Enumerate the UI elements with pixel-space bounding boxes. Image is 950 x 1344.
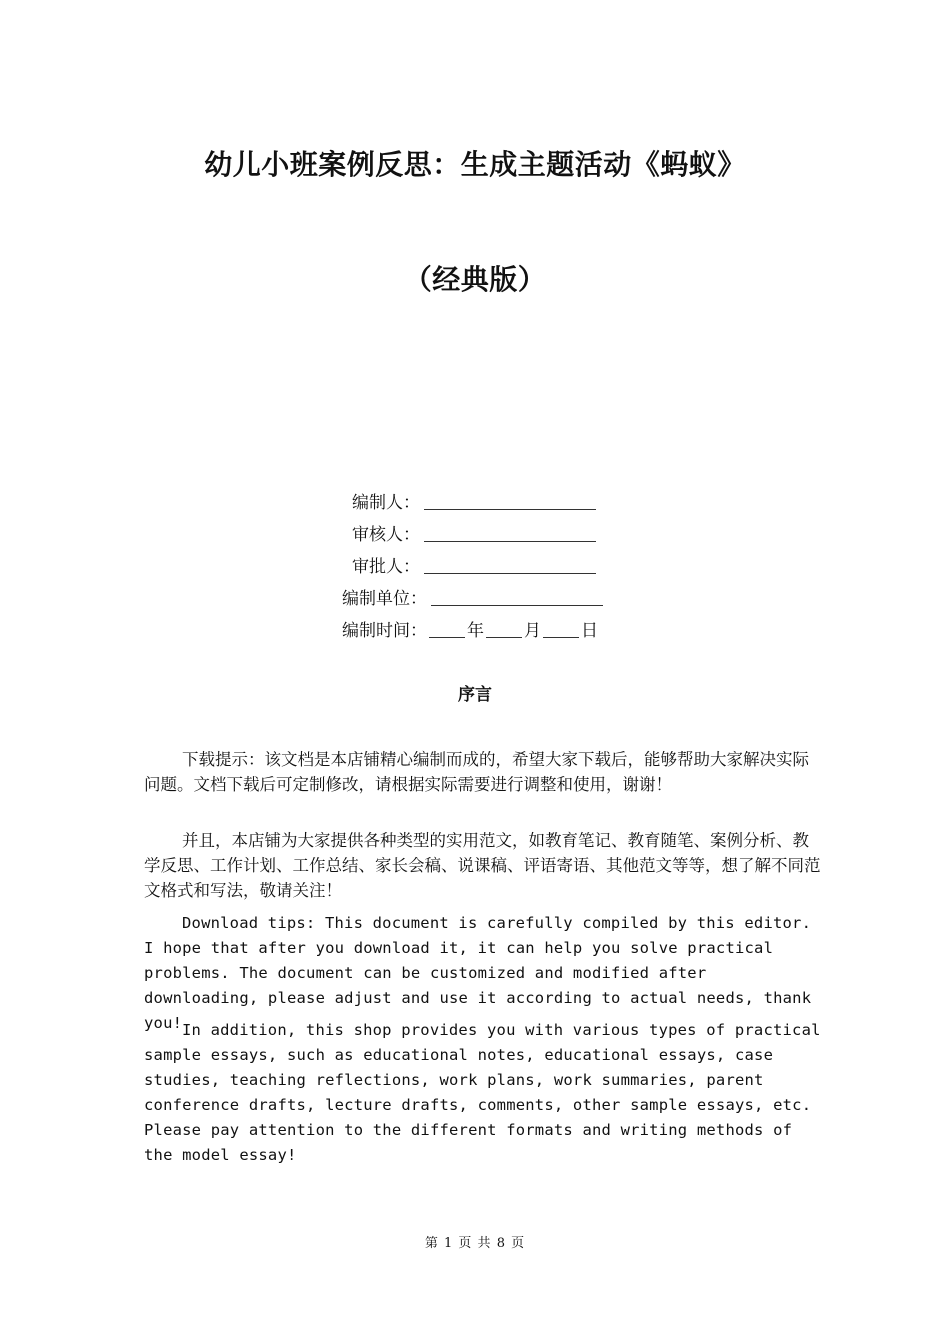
compiler-row [352,488,596,518]
compiler-label: 编制人： [352,493,420,513]
approver-row [352,552,596,582]
preface-paragraph-cn-2: 并且，本店铺为大家提供各种类型的实用范文，如教育笔记、教育随笔、案例分析、教学反思、工作计划、工作总结、家长会稿、说课稿、评语寄语、其他范文等等，想了解不同范文格式和写法，敬请关注！ [144,831,821,900]
month-blank-line [486,617,522,638]
reviewer-row [352,520,596,550]
time-label: 编制时间： [342,621,427,641]
preface-heading: 序言 [458,685,492,705]
day-blank-line [543,617,579,638]
compiler-blank-line [424,489,596,510]
document-title: 幼儿小班案例反思：生成主题活动《蚂蚁》 [204,148,746,181]
unit-row [342,584,603,614]
month-label: 月 [524,621,541,641]
preface-paragraph-en-1: Download tips: This document is carefully compiled by this editor. I hope that after you download it, it can help you solve practical problems. The document can be customized and modified after downloading, please adjust and use it according to actual needs, thank you! [144,914,812,1032]
year-label: 年 [467,621,484,641]
reviewer-blank-line [424,521,596,542]
page-footer: 第 1 页 共 8 页 [424,1236,526,1251]
time-row [342,616,598,646]
day-label: 日 [581,621,598,641]
year-blank-line [429,617,465,638]
approver-blank-line [424,553,596,574]
unit-label: 编制单位： [342,589,427,609]
document-subtitle: （经典版） [403,263,547,296]
unit-blank-line [431,585,603,606]
reviewer-label: 审核人： [352,525,420,545]
preface-paragraph-cn-1: 下载提示：该文档是本店铺精心编制而成的，希望大家下载后，能够帮助大家解决实际问题。文档下载后可定制修改，请根据实际需要进行调整和使用，谢谢！ [144,750,809,794]
approver-label: 审批人： [352,557,420,577]
preface-paragraph-en-2: In addition, this shop provides you with various types of practical sample essays, such as educational notes, educational essays, case studies, teaching reflections, work plans, work summaries, parent conference drafts, lecture drafts, comments, other sample essays, etc. Please pay attention to the different formats and writing methods of the model essay! [144,1021,821,1164]
